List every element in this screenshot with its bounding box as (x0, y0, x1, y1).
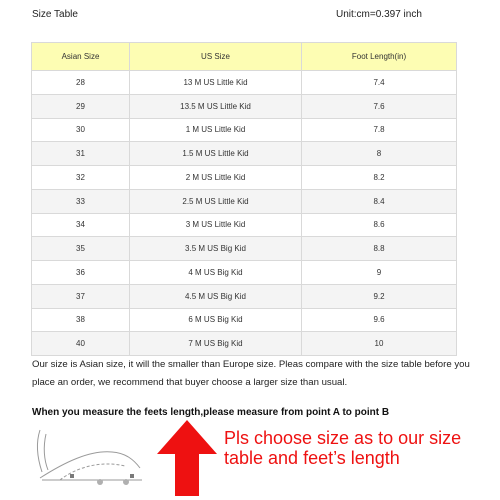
foot-length-cell: 8 (302, 142, 457, 166)
foot-length-cell: 8.4 (302, 189, 457, 213)
foot-length-cell: 7.6 (302, 94, 457, 118)
us-size-cell: 3 M US Little Kid (130, 213, 302, 237)
table-row (32, 166, 457, 190)
us-size-cell: 2 M US Little Kid (130, 166, 302, 190)
asian-size-cell: 33 (32, 189, 130, 213)
table-row (32, 94, 457, 118)
asian-size-cell: 40 (32, 332, 130, 356)
column-header-us-size: US Size (130, 43, 302, 71)
size-table (31, 42, 457, 356)
asian-size-cell: 32 (32, 166, 130, 190)
table-row (32, 213, 457, 237)
us-size-cell: 4 M US Big Kid (130, 261, 302, 285)
column-header-foot-length: Foot Length(in) (302, 43, 457, 71)
asian-size-cell: 30 (32, 118, 130, 142)
foot-length-cell: 9.2 (302, 284, 457, 308)
unit-label: Unit:cm=0.397 inch (336, 9, 422, 20)
size-note: Our size is Asian size, it will the smaller than Europe size. Pleas compare with the size table before you place an order, we recommend that buyer choose a larger size than usual. (32, 359, 470, 388)
us-size-cell: 3.5 M US Big Kid (130, 237, 302, 261)
asian-size-cell: 38 (32, 308, 130, 332)
foot-length-cell: 10 (302, 332, 457, 356)
table-row (32, 332, 457, 356)
us-size-cell: 4.5 M US Big Kid (130, 284, 302, 308)
foot-length-cell: 7.4 (302, 71, 457, 95)
foot-length-cell: 9.6 (302, 308, 457, 332)
table-row (32, 142, 457, 166)
us-size-cell: 6 M US Big Kid (130, 308, 302, 332)
asian-size-cell: 29 (32, 94, 130, 118)
us-size-cell: 1 M US Little Kid (130, 118, 302, 142)
column-header-asian-size: Asian Size (32, 43, 130, 71)
asian-size-cell: 31 (32, 142, 130, 166)
table-row (32, 71, 457, 95)
measure-instruction: When you measure the feets length,please measure from point A to point B (32, 407, 390, 418)
us-size-cell: 13 M US Little Kid (130, 71, 302, 95)
foot-length-cell: 8.6 (302, 213, 457, 237)
up-arrow-icon (155, 418, 220, 498)
asian-size-cell: 36 (32, 261, 130, 285)
table-header-row (32, 43, 457, 71)
size-callout: Pls choose size as to our size table and feet’s length (224, 428, 462, 468)
foot-length-cell: 9 (302, 261, 457, 285)
us-size-cell: 7 M US Big Kid (130, 332, 302, 356)
table-row (32, 308, 457, 332)
foot-length-cell: 8.2 (302, 166, 457, 190)
asian-size-cell: 35 (32, 237, 130, 261)
us-size-cell: 1.5 M US Little Kid (130, 142, 302, 166)
us-size-cell: 2.5 M US Little Kid (130, 189, 302, 213)
table-row (32, 261, 457, 285)
asian-size-cell: 28 (32, 71, 130, 95)
table-row (32, 237, 457, 261)
foot-length-cell: 7.8 (302, 118, 457, 142)
foot-length-cell: 8.8 (302, 237, 457, 261)
asian-size-cell: 37 (32, 284, 130, 308)
us-size-cell: 13.5 M US Little Kid (130, 94, 302, 118)
table-row (32, 284, 457, 308)
table-row (32, 118, 457, 142)
size-table-title: Size Table (32, 9, 78, 20)
asian-size-cell: 34 (32, 213, 130, 237)
table-row (32, 189, 457, 213)
